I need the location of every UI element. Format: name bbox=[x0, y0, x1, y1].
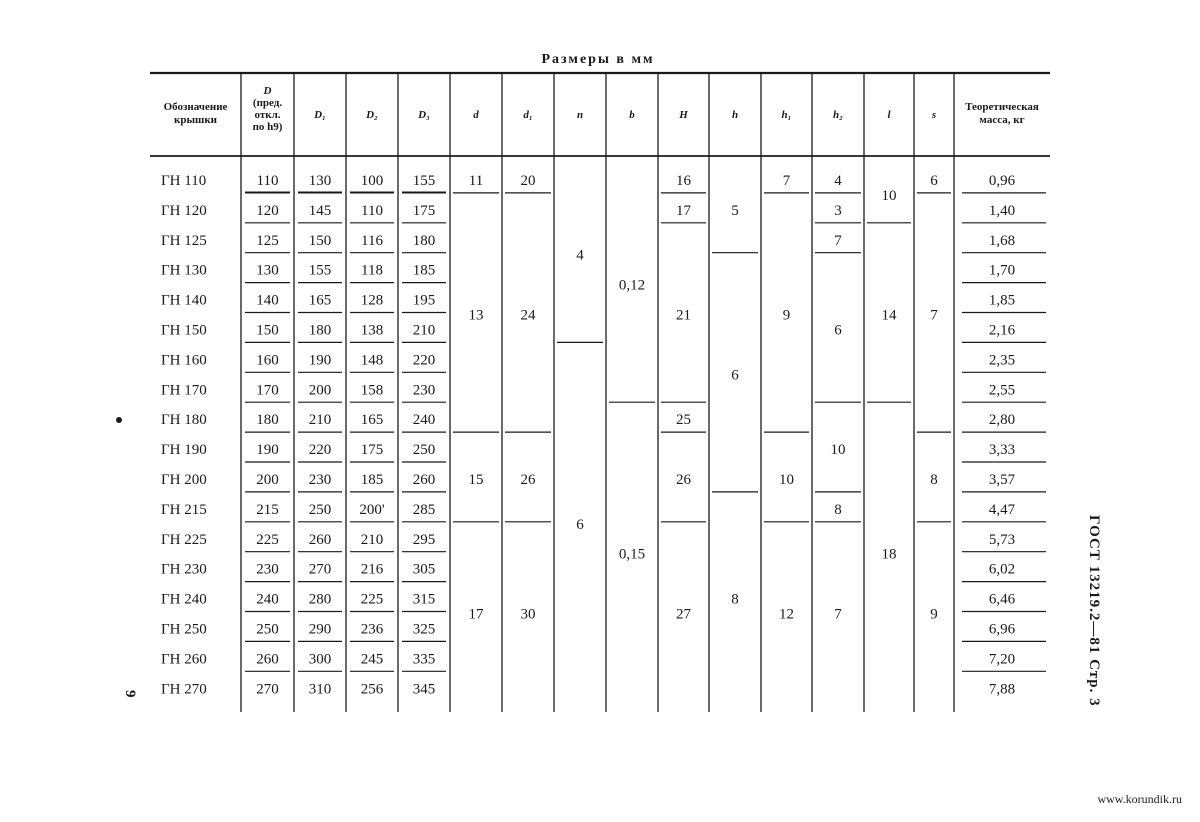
span-s: 8 bbox=[930, 471, 938, 488]
cell-d: 270 bbox=[256, 681, 279, 698]
span-d1: 30 bbox=[520, 606, 536, 623]
cell-d2: 110 bbox=[361, 202, 383, 219]
cell-d1: 280 bbox=[308, 591, 332, 608]
header-n: n bbox=[576, 109, 584, 121]
cell-d: 125 bbox=[256, 232, 279, 249]
cell-d: 225 bbox=[256, 531, 279, 548]
cell-d1: 300 bbox=[308, 651, 332, 668]
cell-d3: 315 bbox=[412, 591, 436, 608]
span-s: 6 bbox=[930, 172, 938, 189]
cell-d3: 230 bbox=[412, 382, 436, 399]
cell-d3: 155 bbox=[412, 172, 436, 189]
span-l: 18 bbox=[881, 546, 897, 563]
cell-mass: 0,96 bbox=[988, 172, 1016, 189]
cell-d1: 250 bbox=[308, 501, 332, 518]
cell-d1: 190 bbox=[308, 352, 332, 369]
cell-d3: 305 bbox=[412, 561, 436, 578]
span-l: 10 bbox=[881, 187, 897, 204]
span-s: 7 bbox=[930, 307, 938, 324]
standard-page-label: ГОСТ 13219.2—81 Стр. 3 bbox=[1086, 515, 1102, 707]
span-h2: 8 bbox=[834, 501, 842, 518]
span-l: 14 bbox=[881, 307, 897, 324]
cell-d1: 220 bbox=[308, 442, 332, 459]
span-h: 27 bbox=[676, 606, 691, 623]
cell-d2: 128 bbox=[360, 292, 384, 309]
span-h2: 10 bbox=[830, 442, 846, 459]
header-d2: D₂ bbox=[366, 109, 378, 121]
cell-d2: 216 bbox=[360, 561, 384, 578]
cell-d3: 175 bbox=[412, 202, 436, 219]
header-d1: D₁ bbox=[314, 109, 326, 121]
cell-d2: 200' bbox=[359, 501, 385, 518]
cell-d1: 180 bbox=[308, 322, 332, 339]
header-d3: D₃ bbox=[418, 109, 430, 121]
span-h: 26 bbox=[676, 471, 691, 488]
header-h2: h₂ bbox=[833, 109, 843, 121]
cell-d: 250 bbox=[256, 621, 279, 638]
cell-d3: 180 bbox=[412, 232, 436, 249]
table-header bbox=[164, 85, 1039, 133]
cell-mass: 6,46 bbox=[988, 591, 1016, 608]
cell-d2: 225 bbox=[360, 591, 384, 608]
span-h: 6 bbox=[731, 367, 739, 384]
cell-d1: 260 bbox=[308, 531, 332, 548]
span-d1: 20 bbox=[520, 172, 536, 189]
cell-mass: 6,02 bbox=[988, 561, 1016, 578]
cell-mass: 7,20 bbox=[988, 651, 1016, 668]
header-d: D bbox=[263, 85, 272, 97]
cell-d2: 256 bbox=[360, 681, 384, 698]
row-designation: ГН 110 bbox=[161, 172, 207, 189]
row-designation: ГН 200 bbox=[161, 471, 207, 488]
span-h1: 12 bbox=[779, 606, 794, 623]
span-h1: 9 bbox=[782, 307, 791, 324]
cell-mass: 2,16 bbox=[988, 322, 1016, 339]
row-designation: ГН 190 bbox=[161, 442, 207, 459]
cell-d: 140 bbox=[256, 292, 279, 309]
page-margin-number: 9 bbox=[122, 690, 138, 699]
cell-d2: 100 bbox=[360, 172, 384, 189]
span-h2: 6 bbox=[834, 322, 842, 339]
span-d: 13 bbox=[468, 307, 484, 324]
span-b: 0,12 bbox=[618, 277, 646, 294]
cell-mass: 6,96 bbox=[988, 621, 1016, 638]
span-h: 5 bbox=[731, 202, 739, 219]
row-designation: ГН 120 bbox=[161, 202, 207, 219]
cell-d3: 260 bbox=[412, 471, 436, 488]
cell-mass: 2,80 bbox=[988, 412, 1016, 429]
cell-mass: 1,70 bbox=[988, 262, 1016, 279]
cell-d2: 185 bbox=[360, 471, 384, 488]
span-h2: 7 bbox=[834, 606, 842, 623]
cell-d3: 195 bbox=[412, 292, 436, 309]
row-designation: ГН 225 bbox=[161, 531, 207, 548]
cell-d3: 345 bbox=[412, 681, 436, 698]
header-h: h bbox=[731, 109, 739, 121]
table-body bbox=[161, 173, 1016, 697]
cell-d2: 158 bbox=[360, 382, 384, 399]
cell-d3: 220 bbox=[412, 352, 436, 369]
cell-d: 260 bbox=[256, 651, 279, 668]
cell-d2: 118 bbox=[361, 262, 383, 279]
header-l: l bbox=[887, 109, 891, 121]
cell-d2: 175 bbox=[360, 442, 384, 459]
cell-d2: 210 bbox=[360, 531, 384, 548]
header-name: Обозначение bbox=[163, 101, 228, 113]
cell-mass: 1,40 bbox=[988, 202, 1016, 219]
cell-mass: 3,33 bbox=[988, 442, 1016, 459]
cell-d1: 200 bbox=[308, 382, 332, 399]
row-designation: ГН 180 bbox=[161, 412, 207, 429]
header-mass: масса, кг bbox=[979, 114, 1025, 126]
cell-d1: 270 bbox=[308, 561, 332, 578]
row-designation: ГН 140 bbox=[161, 292, 207, 309]
cell-d: 170 bbox=[256, 382, 279, 399]
row-designation: ГН 215 bbox=[161, 501, 207, 518]
row-designation: ГН 150 bbox=[161, 322, 207, 339]
header-s: s bbox=[931, 109, 937, 121]
row-designation: ГН 240 bbox=[161, 591, 207, 608]
span-d: 15 bbox=[468, 471, 484, 488]
cell-d1: 310 bbox=[308, 681, 332, 698]
cell-d1: 210 bbox=[308, 412, 332, 429]
cell-d3: 325 bbox=[412, 621, 436, 638]
cell-d3: 335 bbox=[412, 651, 436, 668]
cell-d2: 165 bbox=[360, 412, 384, 429]
cell-d2: 138 bbox=[360, 322, 384, 339]
span-h: 25 bbox=[676, 412, 691, 429]
header-d: по h9) bbox=[252, 121, 283, 133]
cell-mass: 2,55 bbox=[988, 382, 1016, 399]
cell-d1: 155 bbox=[308, 262, 332, 279]
cell-mass: 4,47 bbox=[988, 501, 1016, 518]
span-h2: 4 bbox=[834, 172, 842, 189]
span-h1: 10 bbox=[779, 471, 794, 488]
cell-d1: 150 bbox=[308, 232, 332, 249]
cell-d1: 230 bbox=[308, 471, 332, 488]
margin-dot bbox=[116, 417, 122, 423]
span-d: 17 bbox=[468, 606, 484, 623]
cell-mass: 2,35 bbox=[988, 352, 1016, 369]
cell-d1: 290 bbox=[308, 621, 332, 638]
header-b: b bbox=[629, 109, 635, 121]
cell-d: 150 bbox=[256, 322, 279, 339]
span-n: 4 bbox=[576, 247, 584, 264]
units-caption: Размеры в мм bbox=[541, 52, 655, 67]
cell-d: 230 bbox=[256, 561, 279, 578]
header-h: H bbox=[679, 109, 688, 121]
cell-d2: 116 bbox=[361, 232, 383, 249]
row-designation: ГН 125 bbox=[161, 232, 207, 249]
cell-d3: 250 bbox=[412, 442, 436, 459]
span-s: 9 bbox=[930, 606, 938, 623]
span-d1: 26 bbox=[520, 471, 536, 488]
cell-mass: 1,85 bbox=[988, 292, 1016, 309]
header-d: (пред. bbox=[252, 97, 283, 109]
row-designation: ГН 270 bbox=[161, 681, 207, 698]
header-mass: Теоретическая bbox=[965, 101, 1039, 113]
cell-mass: 5,73 bbox=[988, 531, 1016, 548]
span-d: 11 bbox=[468, 172, 484, 189]
span-h: 17 bbox=[676, 202, 691, 219]
cell-d1: 165 bbox=[308, 292, 332, 309]
span-h2: 7 bbox=[834, 232, 842, 249]
cell-d2: 236 bbox=[360, 621, 384, 638]
span-d1: 24 bbox=[520, 307, 536, 324]
cell-d1: 130 bbox=[308, 172, 332, 189]
cell-d: 180 bbox=[256, 412, 279, 429]
row-designation: ГН 160 bbox=[161, 352, 207, 369]
cell-d3: 295 bbox=[412, 531, 436, 548]
span-b: 0,15 bbox=[618, 546, 646, 563]
cell-d: 110 bbox=[256, 172, 279, 189]
header-d: d bbox=[473, 109, 479, 121]
header-h1: h₁ bbox=[781, 109, 792, 121]
table-grid bbox=[150, 73, 1050, 712]
cell-d2: 245 bbox=[360, 651, 384, 668]
cell-d3: 185 bbox=[412, 262, 436, 279]
cell-mass: 7,88 bbox=[988, 681, 1016, 698]
span-n: 6 bbox=[576, 516, 584, 533]
cell-mass: 1,68 bbox=[988, 232, 1016, 249]
cell-d: 130 bbox=[256, 262, 279, 279]
cell-d: 120 bbox=[256, 202, 279, 219]
header-d1: d₁ bbox=[523, 109, 533, 121]
watermark-url: www.korundik.ru bbox=[1097, 792, 1182, 806]
cell-d: 190 bbox=[256, 442, 279, 459]
cell-d3: 240 bbox=[412, 412, 436, 429]
span-h1: 7 bbox=[782, 172, 791, 189]
cell-d3: 285 bbox=[412, 501, 436, 518]
cell-d3: 210 bbox=[412, 322, 436, 339]
header-name: крышки bbox=[173, 114, 218, 126]
row-designation: ГН 170 bbox=[161, 382, 207, 399]
row-designation: ГН 230 bbox=[161, 561, 207, 578]
span-h: 21 bbox=[676, 307, 691, 324]
cell-d: 200 bbox=[256, 471, 279, 488]
header-d: откл. bbox=[254, 109, 281, 121]
row-designation: ГН 260 bbox=[161, 651, 207, 668]
cell-mass: 3,57 bbox=[988, 471, 1016, 488]
row-designation: ГН 130 bbox=[161, 262, 207, 279]
cell-d2: 148 bbox=[360, 352, 384, 369]
cell-d: 215 bbox=[256, 501, 279, 518]
span-h2: 3 bbox=[834, 202, 842, 219]
span-h: 8 bbox=[731, 591, 739, 608]
cell-d: 160 bbox=[256, 352, 279, 369]
span-h: 16 bbox=[676, 172, 691, 189]
cell-d1: 145 bbox=[308, 202, 332, 219]
cell-d: 240 bbox=[256, 591, 279, 608]
row-designation: ГН 250 bbox=[161, 621, 207, 638]
